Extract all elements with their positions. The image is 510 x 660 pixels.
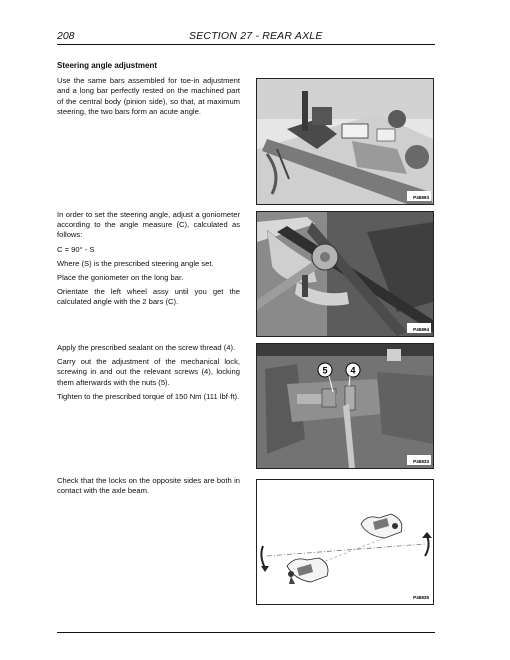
figure-code: P46893: [413, 195, 429, 200]
figure-code: P46835: [413, 595, 429, 600]
figure-code: P46833: [413, 459, 429, 464]
figure-mechanical-lock: [256, 343, 434, 469]
instruction-paragraph: Carry out the adjustment of the mechanical lock, screwing in and out the relevant screws (4), locking them afterwards with the nuts (5).: [57, 357, 240, 387]
footer-divider: [57, 632, 435, 633]
header-divider: [57, 44, 435, 45]
figure-axle-locks-diagram: [256, 479, 434, 605]
section-heading: Steering angle adjustment: [57, 61, 158, 70]
instruction-paragraph: Tighten to the prescribed torque of 150 Nm (111 lbf·ft).: [57, 391, 240, 401]
page-header: [57, 30, 435, 44]
section-title: SECTION 27 - REAR AXLE: [189, 30, 323, 42]
instruction-paragraph: Place the goniometer on the long bar.: [57, 273, 184, 283]
callout-5: 5: [322, 365, 328, 376]
page-number: 208: [57, 30, 75, 42]
instruction-paragraph: Where (S) is the prescribed steering angle set.: [57, 258, 214, 268]
callout-4: 4: [350, 365, 356, 376]
figure-axle-bars: [256, 78, 434, 205]
intro-paragraph: Use the same bars assembled for toe-in adjustment and a long bar perfectly rested on the machined part of the central body (pinion side), so that, at maximum steering, the two bars form an acute angle.: [57, 76, 240, 116]
mechanical-lock-instructions: [57, 343, 240, 406]
figure-code: P46894: [413, 327, 429, 332]
instruction-paragraph: Orientate the left wheel assy until you get the calculated angle with the 2 bars (C).: [57, 287, 240, 307]
steering-angle-intro: [57, 61, 240, 121]
formula-text: C = 90° - S: [57, 244, 95, 254]
figure-goniometer: [256, 211, 434, 337]
goniometer-instructions: [57, 210, 240, 312]
lock-check-instructions: [57, 476, 240, 500]
instruction-paragraph: Apply the prescribed sealant on the screw thread (4).: [57, 343, 236, 352]
instruction-paragraph: In order to set the steering angle, adjust a goniometer according to the angle measure (C), calculated as follows:: [57, 210, 240, 240]
instruction-paragraph: Check that the locks on the opposite sides are both in contact with the axle beam.: [57, 476, 240, 496]
